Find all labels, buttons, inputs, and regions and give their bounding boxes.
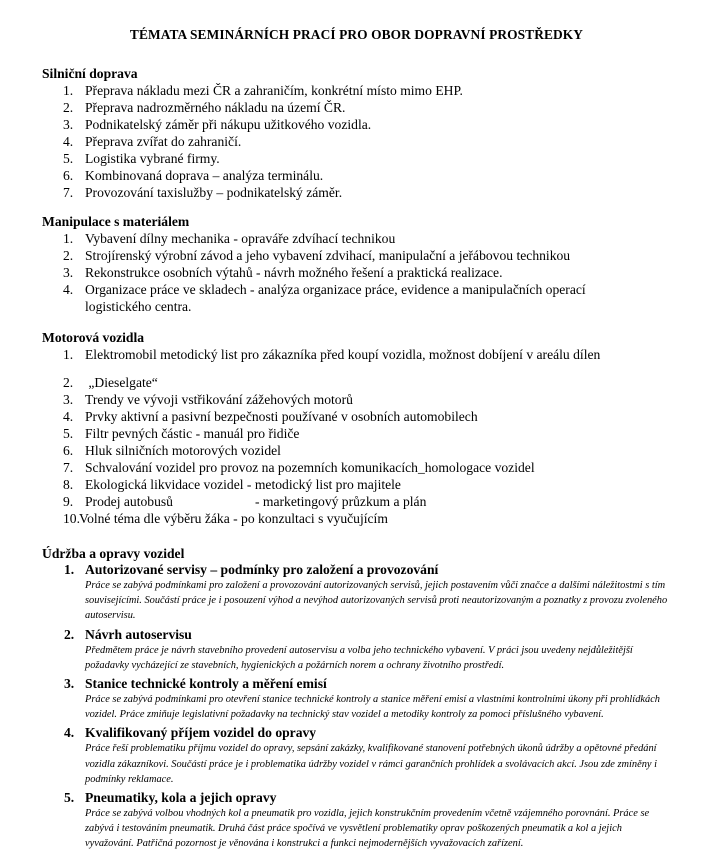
list-item [42,247,692,264]
item-title: Stanice technické kontroly a měření emisí [85,676,327,692]
list-item [42,425,692,442]
item-text: Kombinovaná doprava – analýza terminálu. [85,168,324,183]
list-item [42,150,692,167]
item-text: Rekonstrukce osobních výtahů - návrh možného řešení a praktická realizace. [85,265,503,280]
item-title: Pneumatiky, kola a jejich opravy [85,790,277,806]
item-number: 3. [63,392,74,407]
item-text: Podnikatelský záměr při nákupu užitkového vozidla. [85,117,372,132]
item-text: Elektromobil metodický list pro zákazníka před koupí vozidla, možnost dobíjení v areálu dílen [85,347,601,362]
item-text: Prodej autobusů [85,494,173,509]
item-description: Práce se zabývá volbou vhodných kol a pneumatik pro vozidla, jejich konstrukčním provedením včetně vzájemného porovnání. Práce se zabývá i testováním pneumatik. Druhá část práce spočívá ve vysvětlení problematiky oprav poškozených pneumatik a kol a jejich vyvažování. Patřičná pozornost je věnována i konstrukci a funkci nejmodernějších vyvažovacích zařízení. [85,808,650,850]
item-text: Volné téma dle výběru žáka - po konzultaci s vyučujícím [79,511,388,526]
item-text: Strojírenský výrobní závod a jeho vybavení zdvihací, manipulační a jeřábovou technikou [85,248,571,263]
item-number: 6. [63,168,74,183]
section-heading: Silniční doprava [42,66,138,81]
item-text: Přeprava zvířat do zahraničí. [85,134,242,149]
section-manipulace [42,213,692,315]
item-number: 7. [63,185,74,200]
item-title: Kvalifikovaný příjem vozidel do opravy [85,725,317,741]
item-number: 2. [64,626,75,642]
item-number: 3. [63,117,74,132]
section-udrzba [42,545,692,855]
item-number: 10. [63,511,80,526]
item-number: 4. [63,409,74,424]
list-item [42,676,692,722]
list-item [42,562,692,624]
item-text: „Dieselgate“ [85,375,158,390]
item-text: Organizace práce ve skladech - analýza organizace práce, evidence a manipulačních operací logistického centra. [85,282,586,314]
list-item [42,510,692,527]
list-item [42,725,692,787]
item-text-continued: - marketingový průzkum a plán [254,494,427,509]
list-item [42,408,692,425]
item-number: 3. [63,265,74,280]
item-number: 2. [63,248,74,263]
item-text: Ekologická likvidace vozidel - metodický list pro majitele [85,477,401,492]
item-number: 5. [63,151,74,166]
section-heading: Motorová vozidla [42,330,145,345]
list-item [42,264,692,281]
item-text: Vybavení dílny mechanika - opraváře zdvíhací technikou [85,231,396,246]
item-text: Hluk silničních motorových vozidel [85,443,281,458]
section-heading: Údržba a opravy vozidel [42,546,185,561]
document-title: TÉMATA SEMINÁRNÍCH PRACÍ PRO OBOR DOPRAVNÍ PROSTŘEDKY [129,27,584,42]
list-item [42,82,692,99]
item-number: 3. [64,676,75,692]
item-number: 7. [63,460,74,475]
list-item [42,167,692,184]
item-number: 1. [63,83,74,98]
item-description: Práce se zabývá podmínkami pro otevření stanice technické kontroly a stanice měření emisí a vlastními kontrolními úkony při prohlídkách vozidel. Práce zmiňuje legislativní požadavky na technický stav vozidel a metodiky kontroly za pomoci příslušného vybavení. [85,694,661,721]
item-description: Předmětem práce je návrh stavebního provedení autoservisu a volba jeho technického vybavení. V práci jsou uvedeny nejdůležitější požadavky vycházející ze stavebních, hygienických a požárních norem a ochrany životního prostředí. [85,644,633,671]
list-item [42,627,692,673]
item-text: Schvalování vozidel pro provoz na pozemních komunikacích_homologace vozidel [85,460,535,475]
item-number: 1. [64,562,75,577]
item-number: 9. [63,494,74,509]
item-number: 4. [63,134,74,149]
list-item [42,230,692,247]
list-item [42,346,692,363]
item-number: 6. [63,443,74,458]
item-text: Trendy ve vývoji vstřikování zážehových motorů [85,392,353,407]
item-number: 5. [63,426,74,441]
item-text: Provozování taxislužby – podnikatelský záměr. [85,185,343,200]
item-title: Autorizované servisy – podmínky pro založení a provozování [85,562,439,577]
item-text: Prvky aktivní a pasivní bezpečnosti používané v osobních automobilech [85,409,478,424]
item-title: Návrh autoservisu [85,626,192,642]
list-item [42,374,692,391]
item-number: 4. [63,282,74,297]
section-silnicni-doprava [42,65,692,201]
item-number: 8. [63,477,74,492]
item-number: 1. [63,231,74,246]
list-item [42,133,692,150]
item-description: Práce se zabývá podmínkami pro založení a provozování autorizovaných servisů, jejich postavením vůči značce a dalšími náležitostmi s tím souvisejícími. Součástí práce je i posouzení výhod a nevýhod autorizovaných servisů proti neautorizovaným a poznatky z provozu zvoleného autoservisu. [85,580,668,622]
blank-line [42,363,692,374]
item-number: 5. [64,790,75,806]
list-item [42,459,692,476]
list-item [42,493,692,510]
item-text: Přeprava nákladu mezi ČR a zahraničím, konkrétní místo mimo EHP. [85,83,463,98]
item-number: 4. [64,725,75,741]
item-number: 1. [63,347,74,362]
list-item [42,391,692,408]
list-item [42,476,692,493]
list-item [42,790,692,852]
list-item [42,442,692,459]
section-motorova-vozidla [42,329,692,527]
item-text: Filtr pevných částic - manuál pro řidiče [85,426,300,441]
item-number: 2. [63,375,74,390]
item-description: Práce řeší problematiku příjmu vozidel do opravy, sepsání zakázky, kvalifikované stanovení potřebných úkonů údržby a opětovné předání vozidla zákazníkovi. Součástí práce je i problematika údržby vozidel v rámci garančních prohlídek a svolávacích akcí. Jsou zde zmíněny i podmínky reklamace. [85,743,658,785]
list-item [42,184,692,201]
list-item [42,116,692,133]
list-item [42,281,692,315]
item-number: 2. [63,100,74,115]
item-text: Logistika vybrané firmy. [85,151,220,166]
list-item [42,99,692,116]
section-heading: Manipulace s materiálem [42,214,190,229]
item-text: Přeprava nadrozměrného nákladu na území ČR. [85,100,346,115]
